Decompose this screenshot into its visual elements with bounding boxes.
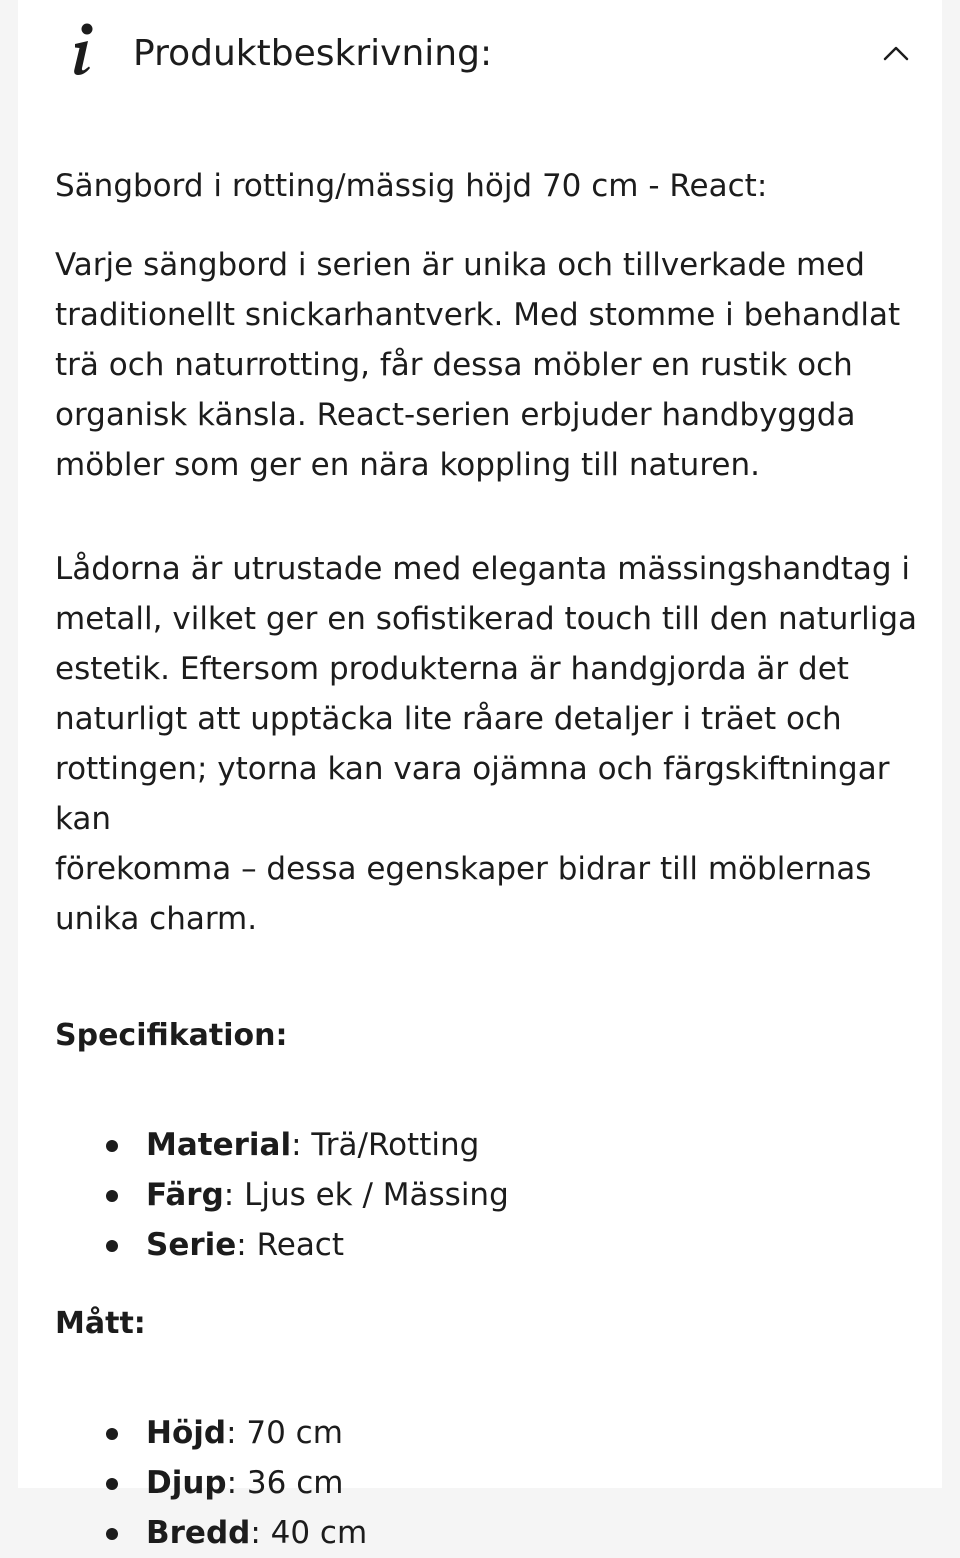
spec-value: : Trä/Rotting [291, 1127, 480, 1163]
spec-item-farg [55, 1170, 925, 1220]
chevron-up-icon[interactable] [882, 43, 910, 63]
bullet-icon [106, 1190, 118, 1202]
product-description-panel [18, 0, 942, 1551]
accordion-content [55, 162, 925, 1558]
description-paragraph: Varje sängbord i serien är unika och tillverkade med traditionellt snickarhantverk. Med stomme i behandlat trä och naturrotting, får dessa möbler en rustik och organisk känsla. React-serien erbjuder handbyggda möbler som ger en nära koppling till naturen. [55, 247, 901, 483]
dimension-value: : 70 cm [226, 1415, 343, 1451]
bullet-icon [106, 1428, 118, 1440]
spec-key: Serie [146, 1227, 237, 1263]
dimension-key: Bredd [146, 1515, 251, 1551]
bullet-icon [106, 1528, 118, 1540]
dimension-item-bredd [55, 1508, 925, 1558]
bullet-icon [106, 1240, 118, 1252]
dimension-item-djup [55, 1458, 925, 1508]
dimension-item-hojd [55, 1408, 925, 1458]
spec-key: Material [146, 1127, 292, 1163]
accordion-header-product-description[interactable] [18, 0, 942, 110]
description-paragraph: Lådorna är utrustade med eleganta mässingshandtag i metall, vilket ger en sofistikerad touch till den naturliga estetik. Eftersom produkterna är handgjorda är det naturligt att upptäcka lite råare detaljer i träet och rottingen; ytorna kan vara ojämna och färgskiftningar kan förekomma – dessa egenskaper bidrar till möblernas unika charm. [55, 551, 918, 937]
spec-value: : Ljus ek / Mässing [223, 1177, 509, 1213]
spec-item-material [55, 1120, 925, 1170]
specification-list [55, 1120, 925, 1270]
dimension-key: Höjd [146, 1415, 227, 1451]
bullet-icon [106, 1140, 118, 1152]
dimensions-heading: Mått: [55, 1306, 146, 1341]
dimension-value: : 40 cm [250, 1515, 368, 1551]
dimension-value: : 36 cm [226, 1465, 344, 1501]
spec-value: : React [236, 1227, 345, 1263]
spec-key: Färg [146, 1177, 224, 1213]
bullet-icon [106, 1478, 118, 1490]
product-heading: Sängbord i rotting/mässig höjd 70 cm - React: [55, 168, 768, 204]
spec-item-serie [55, 1220, 925, 1270]
dimension-key: Djup [146, 1465, 227, 1501]
accordion-title: Produktbeskrivning: [133, 33, 493, 74]
info-icon [68, 22, 98, 78]
dimensions-list [55, 1408, 925, 1558]
specification-heading: Specifikation: [55, 1018, 288, 1053]
